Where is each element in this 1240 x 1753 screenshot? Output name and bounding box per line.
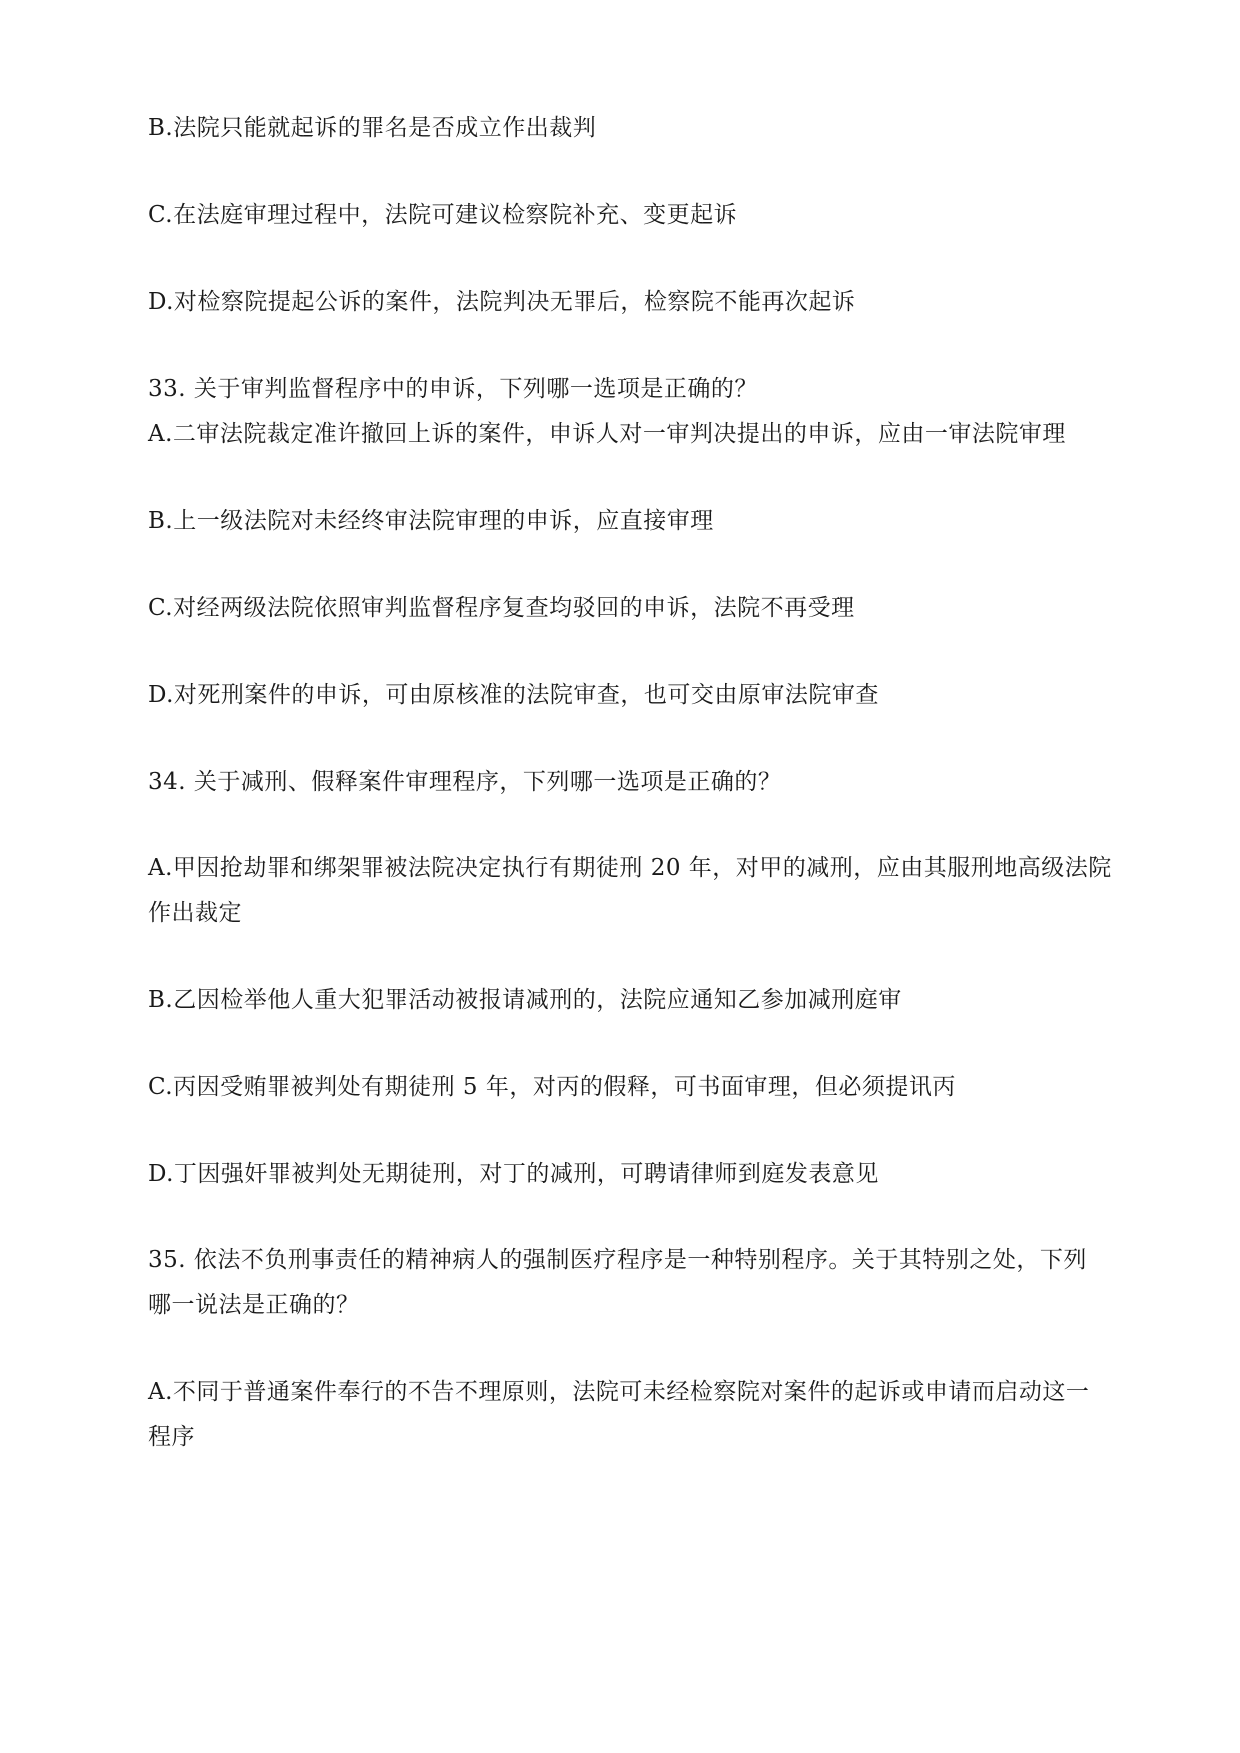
q34-option-c: C.丙因受贿罪被判处有期徒刑 5 年，对丙的假释，可书面审理，但必须提讯丙: [148, 1074, 956, 1100]
q35-option-a-line1: A.不同于普通案件奉行的不告不理原则，法院可未经检察院对案件的起诉或申请而启动这一: [148, 1379, 1090, 1405]
q34-option-b: B.乙因检举他人重大犯罪活动被报请减刑的，法院应通知乙参加减刑庭审: [148, 987, 902, 1013]
q34-option-a-line1: A.甲因抢劫罪和绑架罪被法院决定执行有期徒刑 20 年，对甲的减刑，应由其服刑地高级法院: [148, 855, 1112, 881]
q32-option-b: B.法院只能就起诉的罪名是否成立作出裁判: [148, 115, 597, 141]
q33-option-d: D.对死刑案件的申诉，可由原核准的法院审查，也可交由原审法院审查: [148, 682, 879, 708]
q33-question: 33. 关于审判监督程序中的申诉，下列哪一选项是正确的？: [148, 376, 758, 402]
q33-option-a: A.二审法院裁定准许撤回上诉的案件，申诉人对一审判决提出的申诉，应由一审法院审理: [148, 421, 1066, 447]
q33-option-c: C.对经两级法院依照审判监督程序复查均驳回的申诉，法院不再受理: [148, 595, 855, 621]
q34-option-d: D.丁因强奸罪被判处无期徒刑，对丁的减刑，可聘请律师到庭发表意见: [148, 1161, 879, 1187]
q32-option-d: D.对检察院提起公诉的案件，法院判决无罪后，检察院不能再次起诉: [148, 289, 856, 315]
q32-option-c: C.在法庭审理过程中，法院可建议检察院补充、变更起诉: [148, 202, 738, 228]
q33-option-b: B.上一级法院对未经终审法院审理的申诉，应直接审理: [148, 508, 714, 534]
q35-question-line1: 35. 依法不负刑事责任的精神病人的强制医疗程序是一种特别程序。关于其特别之处，下列: [148, 1247, 1087, 1273]
q35-option-a-line2: 程序: [148, 1424, 195, 1450]
q34-question: 34. 关于减刑、假释案件审理程序，下列哪一选项是正确的？: [148, 769, 782, 795]
q34-option-a-line2: 作出裁定: [148, 900, 242, 926]
q35-question-line2: 哪一说法是正确的？: [148, 1292, 360, 1318]
